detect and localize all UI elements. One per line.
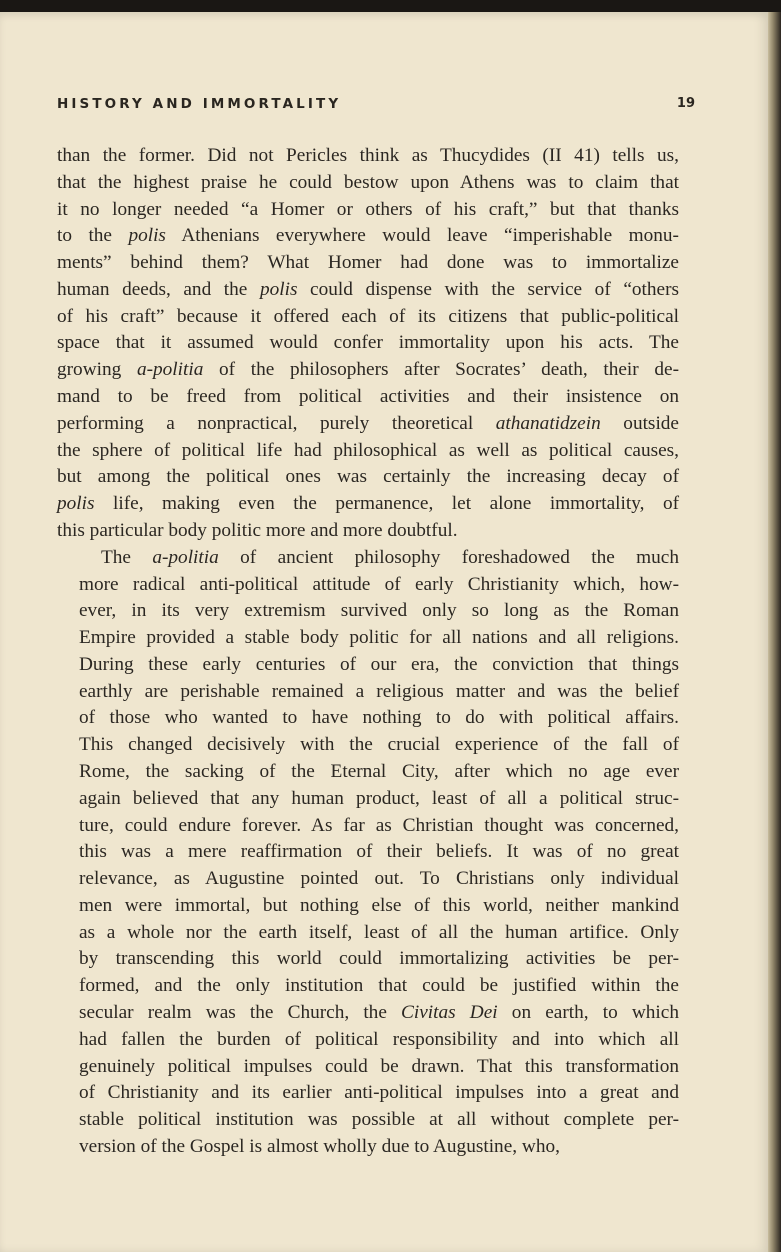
text-line: that the highest praise he could bestow upon Athens was to claim that [57,171,679,193]
text-line: more radical anti-political attitude of early Christianity which, how- [79,573,679,595]
text-line: mand to be freed from political activities and their insistence on [57,386,679,408]
text-line: as a whole nor the earth itself, least of all the human artifice. Only [79,921,679,943]
text-line: formed, and the only institution that could be justified within the [79,975,679,997]
italic-term: Civitas Dei [401,1002,498,1023]
text-line: During these early centuries of our era, the conviction that things [79,653,679,675]
text-line: version of the Gospel is almost wholly due to Augustine, who, [79,1135,560,1157]
text-line: of those who wanted to have nothing to do with political affairs. [79,707,679,729]
text-line: again believed that any human product, least of all a political struc- [79,787,679,809]
text-line: but among the political ones was certainly the increasing decay of [57,466,679,488]
text-line: The a-politia of ancient philosophy foreshadowed the much [101,546,679,568]
text-line: human deeds, and the polis could dispense with the service of “others [57,278,680,300]
text-line: genuinely political impulses could be drawn. That this transformation [79,1055,679,1077]
text-line: secular realm was the Church, the Civitas Dei on earth, to which [79,1002,679,1023]
paragraph-1 [57,143,679,545]
page-number: 19 [676,96,695,111]
text-line: it no longer needed “a Homer or others of his craft,” but that thanks [57,198,679,220]
text-line: ments” behind them? What Homer had done was to immortalize [57,252,679,274]
italic-term: polis [57,493,95,515]
text-line: growing a-politia of the philosophers after Socrates’ death, their de- [57,359,679,381]
body-text [57,143,679,1161]
text-line: Empire provided a stable body politic for all nations and all religions. [79,627,679,649]
text-line: of his craft” because it offered each of its citizens that public-political [57,305,679,327]
running-head [57,90,695,114]
italic-term: athanatidzein [495,412,601,434]
italic-term: polis [128,225,166,247]
text-line: by transcending this world could immortalizing activities be per- [79,948,679,970]
text-line: men were immortal, but nothing else of this world, neither mankind [79,894,679,916]
text-line: space that it assumed would confer immortality upon his acts. The [57,332,679,354]
text-line: earthly are perishable remained a religious matter and was the belief [79,680,679,702]
text-line: this was a mere reaffirmation of their beliefs. It was of no great [79,841,679,863]
text-line: than the former. Did not Pericles think as Thucydides (II 41) tells us, [57,145,679,166]
italic-term: a-politia [152,546,219,568]
text-line: Rome, the sacking of the Eternal City, after which no age ever [79,760,679,782]
running-title: HISTORY AND IMMORTALITY [57,96,342,112]
text-line: the sphere of political life had philosophical as well as political causes, [57,439,679,461]
text-line: this particular body politic more and more doubtful. [57,519,458,541]
text-line: ture, could endure forever. As far as Christian thought was concerned, [79,814,679,836]
text-line: stable political institution was possible at all without complete per- [79,1109,679,1131]
text-line: to the polis Athenians everywhere would leave “imperishable monu- [57,225,679,247]
text-line: performing a nonpractical, purely theoretical athanatidzein outside [57,412,679,434]
text-line: ever, in its very extremism survived only so long as the Roman [79,600,679,622]
italic-term: polis [259,278,298,300]
text-line: of Christianity and its earlier anti-political impulses into a great and [79,1082,679,1104]
paragraph-2 [57,545,679,1161]
italic-term: a-politia [136,359,204,381]
page-edge [768,12,781,1252]
text-line: This changed decisively with the crucial experience of the fall of [79,734,679,756]
text-line: had fallen the burden of political responsibility and into which all [79,1028,679,1050]
text-line: relevance, as Augustine pointed out. To Christians only individual [79,868,679,890]
text-line: polis life, making even the permanence, let alone immortality, of [57,493,679,515]
